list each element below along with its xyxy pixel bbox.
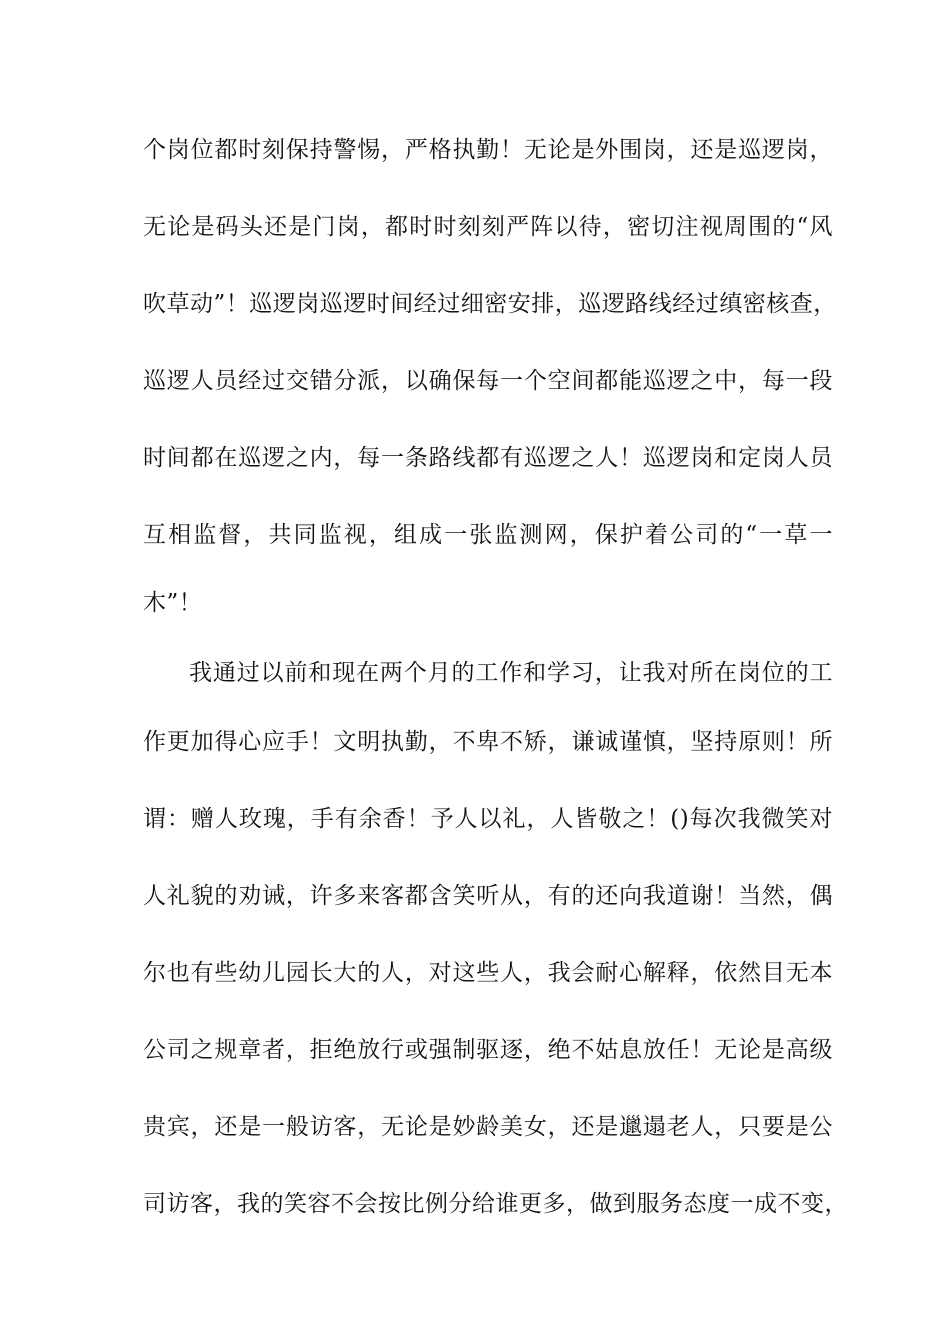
text-line: 时间都在巡逻之内，每一条路线都有巡逻之人！巡逻岗和定岗人员	[143, 445, 833, 471]
text-line: 尔也有些幼儿园长大的人，对这些人，我会耐心解释，依然目无本	[143, 960, 833, 986]
text-line: 吹草动”！巡逻岗巡逻时间经过细密安排，巡逻路线经过缜密核查，	[143, 291, 837, 317]
text-line: 作更加得心应手！文明执勤，不卑不矫，谦诚谨慎，坚持原则！所	[143, 729, 833, 755]
text-line: 无论是码头还是门岗，都时时刻刻严阵以待，密切注视周围的“风	[143, 214, 833, 240]
text-line: 木”！	[143, 590, 203, 616]
text-line: 个岗位都时刻保持警惕，严格执勤！无论是外围岗，还是巡逻岗，	[143, 137, 833, 163]
text-line: 巡逻人员经过交错分派，以确保每一个空间都能巡逻之中，每一段	[143, 368, 833, 394]
text-line: 公司之规章者，拒绝放行或强制驱逐，绝不姑息放任！无论是高级	[143, 1037, 833, 1063]
text-line: 人礼貌的劝诫，许多来客都含笑听从，有的还向我道谢！当然，偶	[143, 883, 833, 909]
text-line: 谓：赠人玫瑰，手有余香！予人以礼，人皆敬之！()每次我微笑对	[143, 806, 833, 832]
text-line: 贵宾，还是一般访客，无论是妙龄美女，还是邋遢老人，只要是公	[143, 1114, 833, 1140]
paragraph-first-line: 我通过以前和现在两个月的工作和学习，让我对所在岗位的工	[189, 660, 833, 686]
text-line: 司访客，我的笑容不会按比例分给谁更多，做到服务态度一成不变，	[143, 1191, 848, 1217]
text-line: 互相监督，共同监视，组成一张监测网，保护着公司的“一草一	[143, 522, 833, 548]
